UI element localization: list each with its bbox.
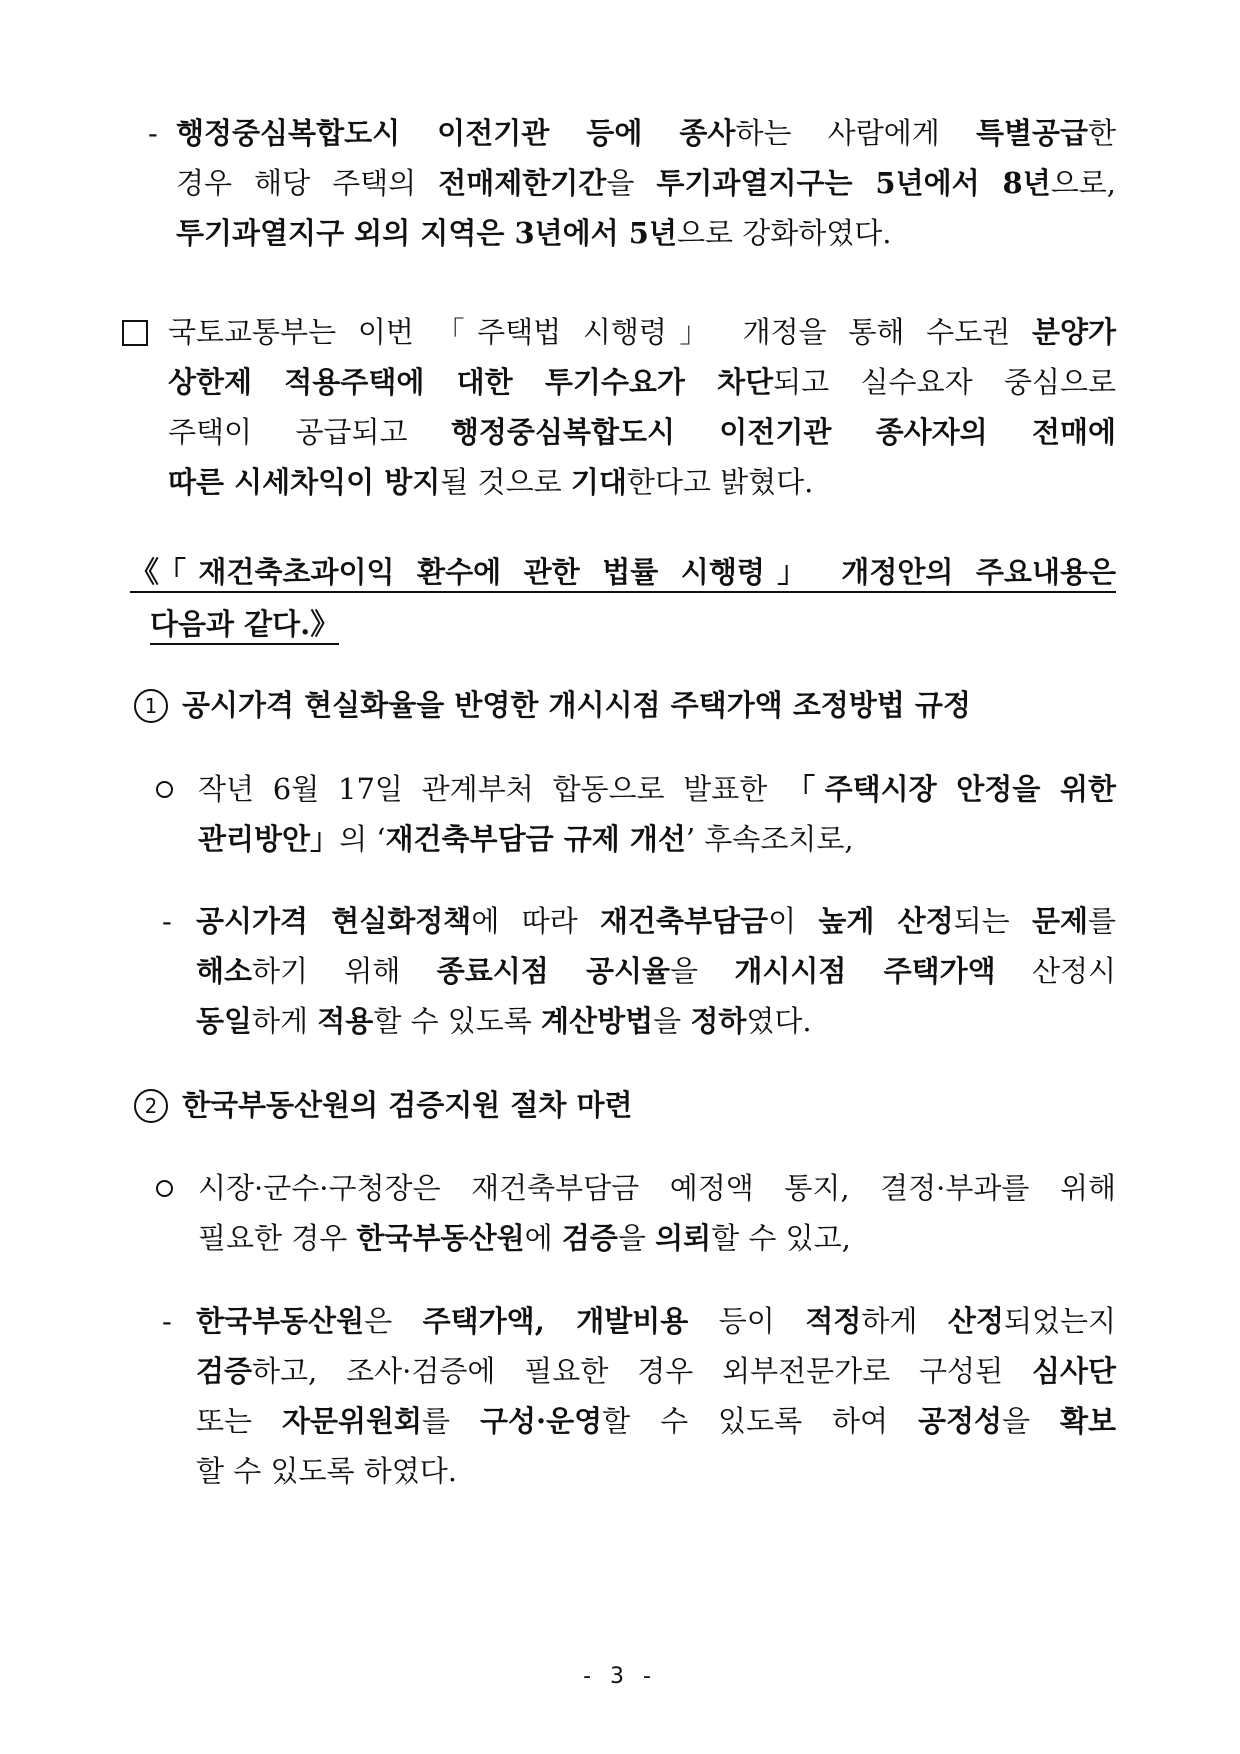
dash-marker: -: [162, 904, 172, 938]
bold-run: 분양가: [1031, 315, 1116, 349]
item2-circle-paragraph: [198, 1163, 1116, 1263]
text-line: [198, 764, 1116, 814]
item1-title-text: 공시가격 현실화율을 반영한 개시시점 주택가액 조정방법 규정: [182, 688, 971, 722]
bold-run: 행정중심복합도시 이전기관 종사자의 전매에: [450, 415, 1116, 449]
text-run: 을: [606, 166, 657, 200]
text-run: 은: [364, 1304, 423, 1338]
text-line: [176, 158, 1116, 208]
text-line: [196, 996, 1116, 1046]
intro-dash-paragraph: [176, 108, 1116, 258]
text-run: 에 따라: [471, 904, 600, 938]
page-number: - 3 -: [583, 1664, 657, 1689]
bold-run: 적정: [805, 1304, 862, 1338]
bold-run: 투기과열지구 외의 지역은 3년에서 5년: [176, 216, 677, 250]
text-run: 필요한 경우: [198, 1221, 357, 1255]
text-run: 또는: [196, 1404, 282, 1438]
bold-run: 공시가격 현실화정책: [196, 904, 472, 938]
item1-title: [182, 680, 1122, 730]
text-line: [196, 1446, 1116, 1496]
summary-paragraph: [168, 307, 1116, 507]
bold-run: 검증: [561, 1221, 618, 1255]
text-run: 할 수 있도록: [373, 1004, 542, 1038]
text-run: 이: [768, 904, 819, 938]
text-run: 국토교통부는 이번 「주택법 시행령」 개정을 통해 수도권: [168, 315, 1032, 349]
bold-run: 재건축부담금: [599, 904, 769, 938]
bold-run: 특별공급: [975, 116, 1088, 150]
text-run: 였다.: [746, 1004, 812, 1038]
text-run: 할 수 있고,: [711, 1221, 851, 1255]
bold-run: 투기과열지구는 5년에서 8년: [656, 166, 1051, 200]
bold-run: 상한제 적용주택에 대한 투기수요가 차단: [168, 365, 774, 399]
text-line: [168, 307, 1116, 357]
bold-run: 의뢰: [655, 1221, 712, 1255]
text-run: 하는 사람에게: [735, 116, 976, 150]
number-1-circle-icon: 1: [134, 689, 168, 723]
bold-run: 동일: [196, 1004, 253, 1038]
text-run: 으로,: [1050, 166, 1116, 200]
bold-run: 해소: [196, 954, 253, 988]
text-run: 될 것으로: [440, 465, 571, 499]
circle-bullet-icon: [156, 781, 173, 798]
text-run: 한: [1088, 116, 1117, 150]
text-line: [176, 208, 1116, 258]
text-line: [198, 1213, 1116, 1263]
text-line: [168, 357, 1116, 407]
text-line: [176, 108, 1116, 158]
bold-run: 한국부동산원: [356, 1221, 525, 1255]
text-run: 하게: [861, 1304, 948, 1338]
bold-run: 계산방법: [541, 1004, 654, 1038]
bold-run: 산정: [947, 1304, 1004, 1338]
text-run: 을: [617, 1221, 656, 1255]
text-line: [196, 896, 1116, 946]
text-line: [168, 407, 1116, 457]
text-run: 하게: [252, 1004, 318, 1038]
text-run: 시장·군수·구청장은 재건축부담금 예정액 통지, 결정·부과를 위해: [198, 1171, 1116, 1205]
text-run: 에: [524, 1221, 562, 1255]
text-run: 등이: [688, 1304, 806, 1338]
bold-run: 개시시점 주택가액: [734, 954, 996, 988]
text-run: 으로 강화하였다.: [676, 216, 892, 250]
checkbox-square-icon: [122, 320, 148, 346]
text-run: 하고, 조사·검증에 필요한 경우 외부전문가로 구성된: [252, 1354, 1032, 1388]
item1-circle-paragraph: [198, 764, 1116, 864]
section-heading: [130, 547, 1116, 651]
bold-run: 「주택시장 안정을 위한: [786, 772, 1116, 806]
bold-run: 구성·운영: [480, 1404, 603, 1438]
text-line: [196, 1346, 1116, 1396]
bold-run: 따른 시세차익이 방지: [168, 465, 441, 499]
bold-run: 기대: [570, 465, 627, 499]
text-run: 를: [422, 1404, 480, 1438]
text-run: 주택이 공급되고: [168, 415, 451, 449]
bold-run: 종료시점 공시율: [436, 954, 671, 988]
text-run: ’ 후속조치로,: [685, 822, 854, 856]
heading-line: [130, 599, 1116, 651]
item2-title-text: 한국부동산원의 검증지원 절차 마련: [182, 1088, 633, 1122]
bold-run: 재건축부담금 규제 개선: [385, 822, 686, 856]
dash-marker: -: [162, 1304, 172, 1338]
bold-run: 문제: [1031, 904, 1089, 938]
bold-run: 관리방안」: [198, 822, 340, 856]
text-run: 를: [1088, 904, 1117, 938]
text-line: [198, 1163, 1116, 1213]
bold-run: 자문위원회: [281, 1404, 423, 1438]
text-run: 되고 실수요자 중심으로: [773, 365, 1116, 399]
bold-run: 주택가액, 개발비용: [422, 1304, 689, 1338]
heading-text: 다음과 같다.》: [150, 607, 339, 645]
text-run: 작년 6월 17일 관계부처 합동으로 발표한: [198, 772, 787, 806]
text-line: [196, 946, 1116, 996]
text-run: 을: [670, 954, 735, 988]
bold-run: 행정중심복합도시 이전기관 등에 종사: [176, 116, 736, 150]
text-run: 을: [653, 1004, 691, 1038]
dash-marker: -: [148, 116, 158, 150]
bold-run: 심사단: [1031, 1354, 1116, 1388]
text-line: [196, 1396, 1116, 1446]
bold-run: 전매제한기간: [438, 166, 607, 200]
bold-run: 확보: [1059, 1404, 1117, 1438]
heading-text: 《「재건축초과이익 환수에 관한 법률 시행령」 개정안의 주요내용은: [130, 555, 1116, 593]
item2-title: [182, 1080, 1122, 1130]
item2-dash-paragraph: [196, 1296, 1116, 1496]
circle-bullet-icon: [156, 1180, 173, 1197]
bold-run: 높게 산정: [818, 904, 954, 938]
heading-line: [130, 547, 1116, 599]
text-run: 할 수 있도록 하였다.: [196, 1454, 457, 1488]
text-line: [168, 457, 1116, 507]
text-run: 의 ‘: [339, 822, 386, 856]
bold-run: 검증: [196, 1354, 253, 1388]
text-run: 하기 위해: [252, 954, 437, 988]
text-run: 을: [1002, 1404, 1060, 1438]
bold-run: 적용: [317, 1004, 374, 1038]
text-run: 할 수 있도록 하여: [602, 1404, 918, 1438]
bold-run: 한국부동산원: [196, 1304, 365, 1338]
text-run: 되었는지: [1003, 1304, 1117, 1338]
bold-run: 정하: [690, 1004, 747, 1038]
bold-run: 공정성: [917, 1404, 1003, 1438]
item1-dash-paragraph: [196, 896, 1116, 1046]
text-run: 한다고 밝혔다.: [626, 465, 814, 499]
text-run: 되는: [953, 904, 1032, 938]
text-run: 산정시: [995, 954, 1117, 988]
text-line: [198, 814, 1116, 864]
text-run: 경우 해당 주택의: [176, 166, 439, 200]
text-line: [196, 1296, 1116, 1346]
number-2-circle-icon: 2: [134, 1089, 168, 1123]
